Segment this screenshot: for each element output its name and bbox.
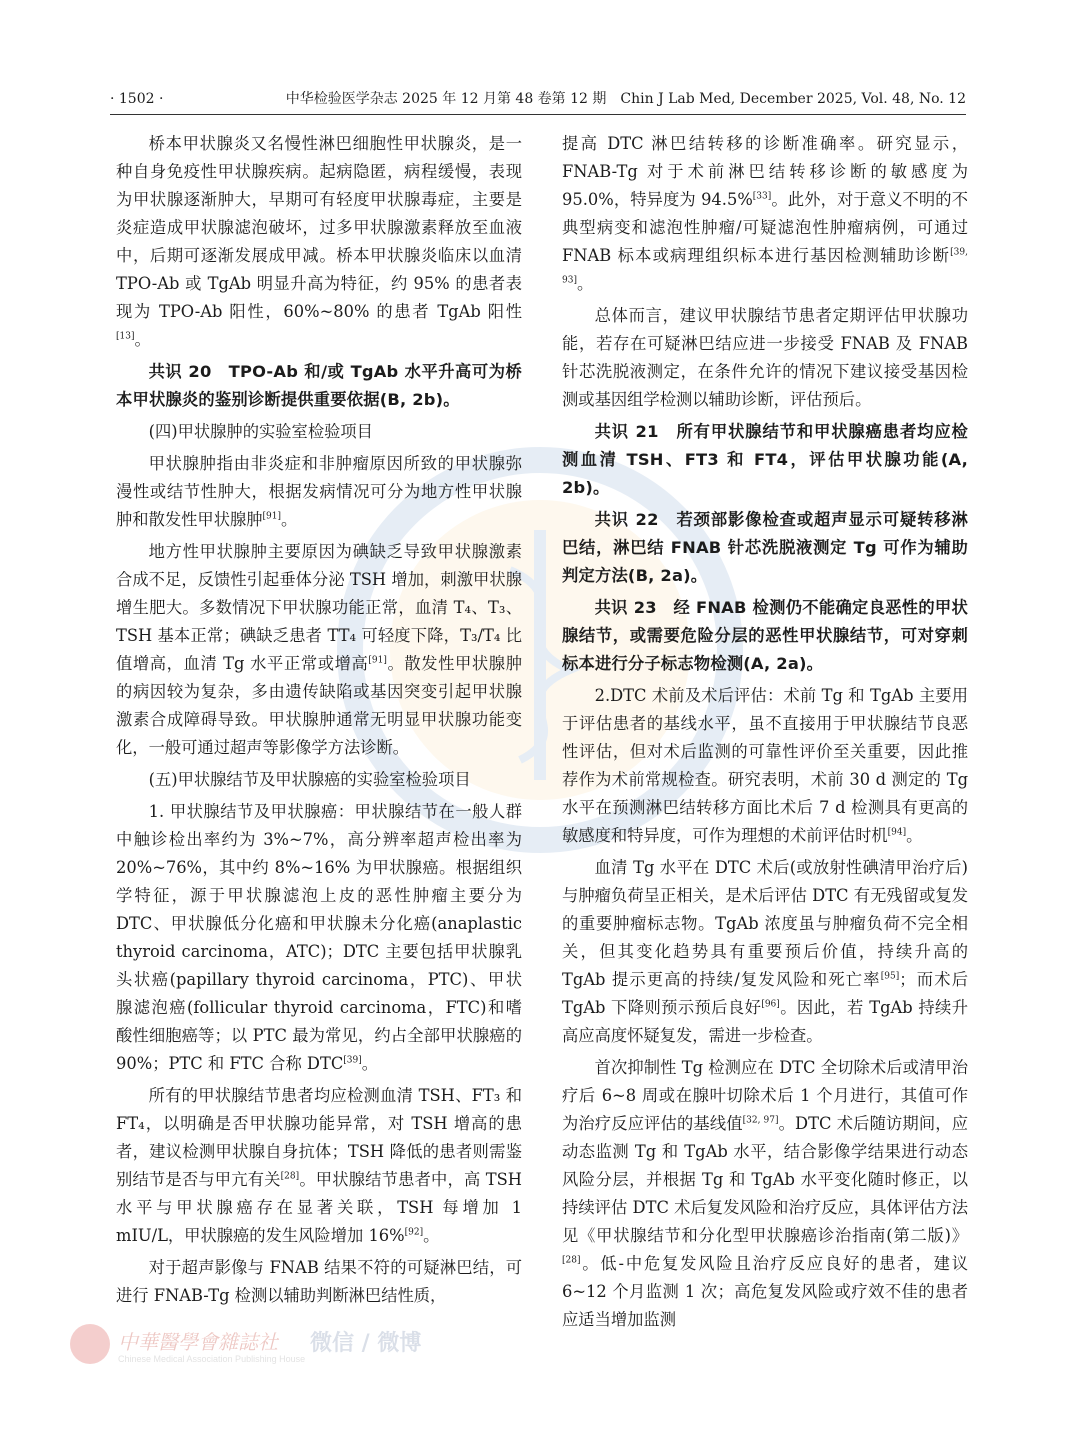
- consensus-23: 共识 23 经 FNAB 检测仍不能确定良恶性的甲状腺结节，或需要危险分层的恶性甲状腺结节，可对穿刺标本进行分子标志物检测(A, 2a)。: [562, 598, 968, 673]
- paragraph-goiter: 甲状腺肿指由非炎症和非肿瘤原因所致的甲状腺弥漫性或结节性肿大，根据发病情况可分为地方性甲状腺肿和散发性甲状腺肿[91]。: [116, 454, 522, 529]
- publisher-name-cn: 中華醫學會雜誌社: [118, 1330, 278, 1354]
- publisher-logo: [70, 1318, 490, 1378]
- section-heading-nodules: (五)甲状腺结节及甲状腺癌的实验室检验项目: [148, 770, 471, 789]
- paragraph-endemic-goiter: 地方性甲状腺肿主要原因为碘缺乏导致甲状腺激素合成不足，反馈性引起垂体分泌 TSH 增加，刺激甲状腺增生肥大。多数情况下甲状腺功能正常，血清 T₄、T₃、TSH 基本正常；碘缺乏患者 TT₄ 可轻度下降，T₃/T₄ 比值增高，血清 Tg 水平正常或增高[91]。散发性甲状腺肿的病因较为复杂，多由遗传缺陷或基因突变引起甲状腺激素合成障碍导致。甲状腺肿通常无明显甲状腺功能变化，一般可通过超声等影像学方法诊断。: [116, 542, 522, 757]
- running-header: [110, 88, 966, 110]
- paragraph-dtc-assessment: 2.DTC 术前及术后评估：术前 Tg 和 TgAb 主要用于评估患者的基线水平，虽不直接用于甲状腺结节良恶性评估，但对术后监测的可靠性评价至关重要，因此推荐作为术前常规检查。研究表明，术前 30 d 测定的 Tg 水平在预测淋巴结转移方面比术后 7 d 检测具有更高的敏感度和特异度，可作为理想的术前评估时机[94]。: [562, 686, 968, 845]
- header-rule: [110, 114, 966, 115]
- paragraph-fnab: 对于超声影像与 FNAB 结果不符的可疑淋巴结，可进行 FNAB-Tg 检测以辅助判断淋巴结性质，: [116, 1258, 522, 1305]
- paragraph-serum-tg: 血清 Tg 水平在 DTC 术后(或放射性碘清甲治疗后)与肿瘤负荷呈正相关，是术后评估 DTC 有无残留或复发的重要肿瘤标志物。TgAb 浓度虽与肿瘤负荷不完全相关，但其变化趋势具有重要预后价值，持续升高的 TgAb 提示更高的持续/复发风险和死亡率[95]；而术后 TgAb 下降则预示预后良好[96]。因此，若 TgAb 持续升高应高度怀疑复发，需进一步检查。: [562, 858, 968, 1045]
- page-number: · 1502 ·: [110, 91, 164, 107]
- paragraph-first-tg: 首次抑制性 Tg 检测应在 DTC 全切除术后或清甲治疗后 6~8 周或在腺叶切除术后 1 个月进行，其值可作为治疗反应评估的基线值[32, 97]。DTC 术后随访期间，应动态监测 Tg 和 TgAb 水平，结合影像学结果进行动态风险分层，并根据 Tg 和 TgAb 水平变化随时修正，以持续评估 DTC 术后复发风险和治疗反应，具体评估方法见《甲状腺结节和分化型甲状腺癌诊治指南(第二版)》[28]。低-中危复发风险且治疗反应良好的患者，建议 6~12 个月监测 1 次；高危复发风险或疗效不佳的患者应适当增加监测: [562, 1058, 968, 1329]
- right-column: [562, 130, 968, 1380]
- paragraph-summary: 总体而言，建议甲状腺结节患者定期评估甲状腺功能，若存在可疑淋巴结应进一步接受 FNAB 及 FNAB 针芯洗脱液测定，在条件允许的情况下建议接受基因检测或基因组学检测以辅助诊断，评估预后。: [562, 306, 968, 409]
- consensus-22: 共识 22 若颈部影像检查或超声显示可疑转移淋巴结，淋巴结 FNAB 针芯洗脱液测定 Tg 可作为辅助判定方法(B, 2a)。: [562, 510, 968, 585]
- consensus-20: 共识 20 TPO-Ab 和/或 TgAb 水平升高可为桥本甲状腺炎的鉴别诊断提供重要依据(B, 2b)。: [116, 362, 522, 409]
- social-tags: 微信 / 微博: [310, 1330, 422, 1356]
- paragraph-tsh-testing: 所有的甲状腺结节患者均应检测血清 TSH、FT₃ 和 FT₄，以明确是否甲状腺功能异常，对 TSH 增高的患者，建议检测甲状腺自身抗体；TSH 降低的患者则需鉴别结节是否与甲亢有关[28]。甲状腺结节患者中，高 TSH 水平与甲状腺癌存在显著关联，TSH 每增加 1 mIU/L，甲状腺癌的发生风险增加 16%[92]。: [116, 1086, 522, 1245]
- consensus-21: 共识 21 所有甲状腺结节和甲状腺癌患者均应检测血清 TSH、FT3 和 FT4，评估甲状腺功能(A, 2b)。: [562, 422, 968, 497]
- paragraph-nodules-cancer: 1. 甲状腺结节及甲状腺癌：甲状腺结节在一般人群中触诊检出率约为 3%~7%，高分辨率超声检出率为 20%~76%，其中约 8%~16% 为甲状腺癌。根据组织学特征，源于甲状腺滤泡上皮的恶性肿瘤主要分为 DTC、甲状腺低分化癌和甲状腺未分化癌(anaplastic thyroid carcinoma，ATC)；DTC 主要包括甲状腺乳头状癌(papillary thyroid carcinoma，PTC)、甲状腺滤泡癌(follicular thyroid carcinoma，FTC)和嗜酸性细胞癌等；以 PTC 最为常见，约占全部甲状腺癌的 90%；PTC 和 FTC 合称 DTC[39]。: [116, 802, 522, 1073]
- left-column: [116, 130, 522, 1380]
- paragraph-fnab-continued: 提高 DTC 淋巴结转移的诊断准确率。研究显示，FNAB-Tg 对于术前淋巴结转移诊断的敏感度为 95.0%，特异度为 94.5%[33]。此外，对于意义不明的不典型病变和滤泡性肿瘤/可疑滤泡性肿瘤病例，可通过 FNAB 标本或病理组织标本进行基因检测辅助诊断[39, 93]。: [562, 134, 968, 293]
- journal-citation: 中华检验医学杂志 2025 年 12 月第 48 卷第 12 期 Chin J Lab Med, December 2025, Vol. 48, No. 12: [285, 91, 966, 107]
- publisher-name-en: Chinese Medical Association Publishing House: [118, 1354, 306, 1364]
- publisher-seal-icon: [70, 1324, 110, 1364]
- paragraph-hashimoto: 桥本甲状腺炎又名慢性淋巴细胞性甲状腺炎，是一种自身免疫性甲状腺疾病。起病隐匿，病程缓慢，表现为甲状腺逐渐肿大，早期可有轻度甲状腺毒症，主要是炎症造成甲状腺滤泡破坏，过多甲状腺激素释放至血液中，后期可逐渐发展成甲减。桥本甲状腺炎临床以血清 TPO-Ab 或 TgAb 明显升高为特征，约 95% 的患者表现为 TPO-Ab 阳性，60%~80% 的患者 TgAb 阳性[13]。: [116, 134, 522, 349]
- section-heading-goiter: (四)甲状腺肿的实验室检验项目: [148, 422, 373, 441]
